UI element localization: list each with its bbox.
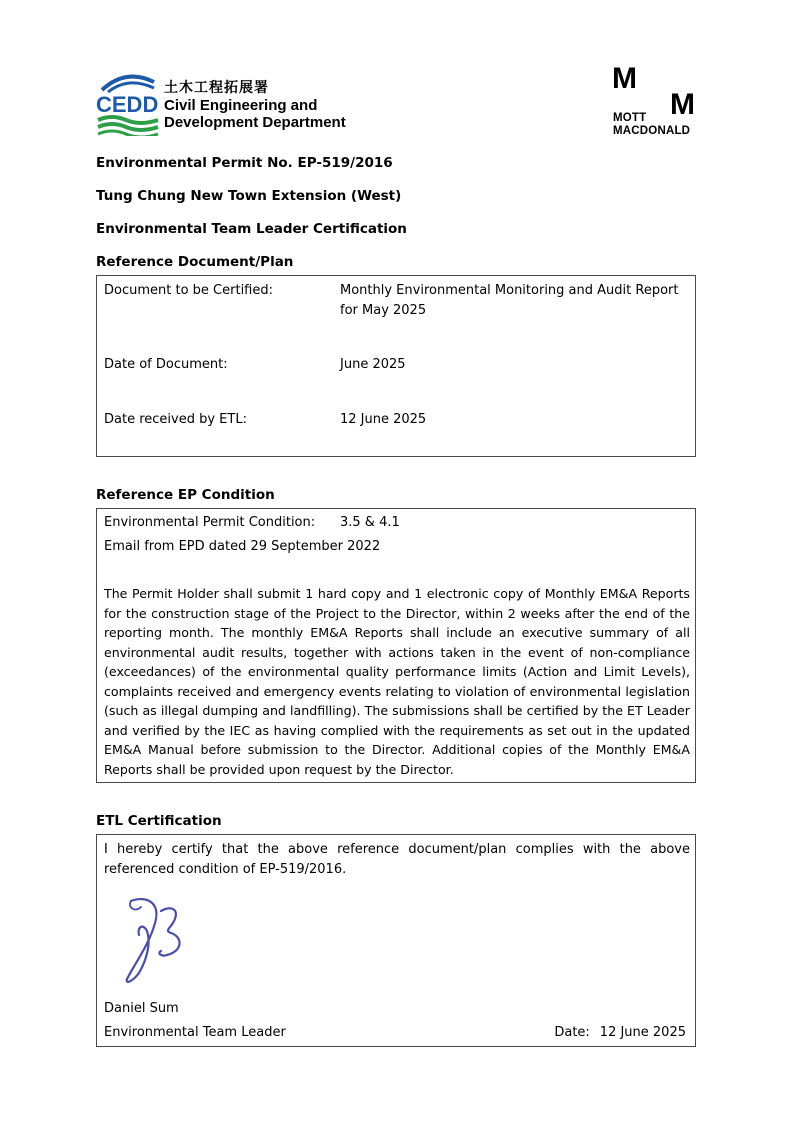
reference-document-heading: Reference Document/Plan: [96, 254, 294, 270]
permit-title: Environmental Permit No. EP-519/2016: [96, 155, 393, 171]
reference-ep-box: [96, 508, 696, 783]
etl-certification-heading: ETL Certification: [96, 813, 222, 829]
mm-mark-left: M: [612, 62, 637, 95]
ep-condition-label: Environmental Permit Condition:: [104, 515, 316, 530]
cedd-english-line-1: Civil Engineering and: [164, 97, 318, 114]
mm-mark-right: M: [670, 88, 695, 121]
signature-image: [117, 893, 197, 989]
mm-name-line-1: MOTT: [613, 112, 647, 124]
cedd-chinese-name: 土木工程拓展署: [164, 80, 269, 96]
reference-ep-heading: Reference EP Condition: [96, 487, 275, 503]
project-title: Tung Chung New Town Extension (West): [96, 188, 402, 204]
cedd-name-block: [164, 80, 346, 131]
epd-email-line: Email from EPD dated 29 September 2022: [104, 539, 381, 554]
date-received-value: 12 June 2025: [340, 412, 427, 427]
certification-title: Environmental Team Leader Certification: [96, 221, 407, 237]
signatory-title: Environmental Team Leader: [104, 1025, 286, 1040]
certification-statement: I hereby certify that the above reference document/plan complies with the above referenced condition of EP-519/2016.: [104, 842, 690, 877]
date-value: 12 June 2025: [599, 1025, 686, 1040]
cedd-emblem-icon: [96, 70, 160, 136]
mm-name: [613, 112, 690, 138]
date-of-document-value: June 2025: [340, 357, 406, 372]
signatory-name: Daniel Sum: [104, 1001, 179, 1016]
ep-condition-paragraph: The Permit Holder shall submit 1 hard copy and 1 electronic copy of Monthly EM&A Reports for the construction stage of the Project to the Director, within 2 weeks after the end of the reporting month. The monthly EM&A Reports shall include an executive summary of all environmental audit results, together with actions taken in the event of non-compliance (exceedances) of the environmental quality performance limits (Action and Limit Levels), complaints received and emergency events relating to violation of environmental legislation (such as illegal dumping and landfilling). The submissions shall be certified by the ET Leader and verified by the IEC as having complied with the requirements as set out in the updated EM&A Manual before submission to the Director. Additional copies of the Monthly EM&A Reports shall be provided upon request by the Director.: [104, 586, 690, 777]
document-to-certify-label: Document to be Certified:: [104, 283, 273, 298]
ep-condition-value: 3.5 & 4.1: [340, 515, 400, 530]
cedd-english-line-2: Development Department: [164, 114, 346, 131]
certification-date: [554, 1023, 686, 1043]
mott-macdonald-logo: [612, 64, 702, 138]
etl-certification-box: [96, 834, 696, 1047]
cedd-abbrev: CEDD: [96, 92, 159, 117]
document-to-certify-value: Monthly Environmental Monitoring and Audit Report for May 2025: [340, 283, 679, 318]
date-of-document-label: Date of Document:: [104, 357, 228, 372]
date-label: Date:: [554, 1025, 590, 1040]
cedd-logo: [96, 70, 356, 136]
mm-name-line-2: MACDONALD: [613, 125, 691, 137]
reference-document-box: [96, 275, 696, 457]
date-received-label: Date received by ETL:: [104, 412, 247, 427]
